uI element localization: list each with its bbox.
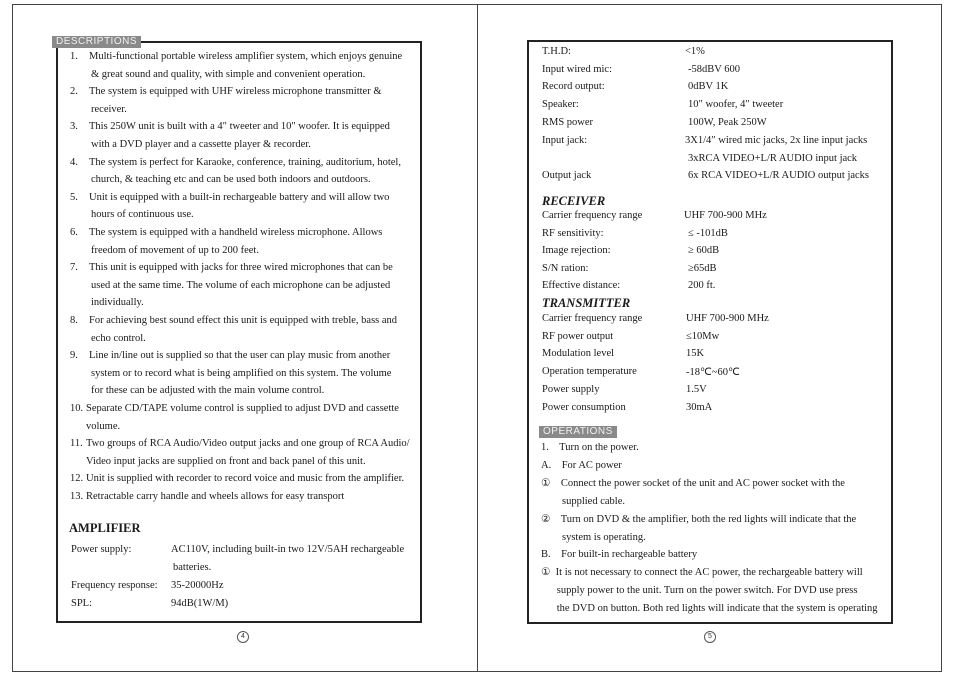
spec-label: Power supply:	[71, 544, 132, 555]
list-item-number: 11.	[70, 438, 83, 450]
list-item-number: 9.	[70, 350, 78, 362]
descriptions-tab: DESCRIPTIONS	[52, 36, 141, 48]
list-item-number: 1.	[70, 51, 78, 62]
list-item-line: & great sound and quality, with simple and convenient operation.	[91, 68, 366, 80]
spec-label: T.H.D:	[542, 46, 571, 57]
spec-value: batteries.	[173, 562, 212, 573]
spec-value: ≥65dB	[688, 262, 717, 274]
operations-tab: OPERATIONS	[539, 426, 617, 438]
spec-value: 0dBV 1K	[688, 81, 729, 93]
list-item-number: 10.	[70, 403, 84, 414]
operation-step-line: B. For built-in rechargeable battery	[541, 549, 698, 561]
spec-value: ≤ -101dB	[688, 227, 728, 239]
spec-label: SPL:	[71, 598, 93, 609]
list-item-number: 4.	[70, 156, 78, 168]
list-item-number: 2.	[70, 86, 78, 98]
operation-step-line: supply power to the unit. Turn on the power switch. For DVD use press	[541, 585, 858, 597]
page-number-right: 5	[704, 631, 716, 643]
spec-value: 30mA	[686, 401, 713, 413]
list-item-line: This unit is equipped with jacks for three wired microphones that can be	[89, 262, 393, 274]
operation-step-line: supplied cable.	[541, 495, 625, 507]
list-item-line: Multi-functional portable wireless amplifier system, which enjoys genuine	[89, 51, 403, 62]
list-item-line: with a DVD player and a cassette player & recorder.	[91, 139, 311, 150]
list-item-line: Unit is supplied with recorder to record voice and music from the amplifier.	[86, 473, 405, 485]
spec-value: 15K	[686, 348, 705, 360]
list-item-line: Video input jacks are supplied on front and back panel of this unit.	[86, 455, 366, 467]
list-item-line: The system is perfect for Karaoke, conference, training, auditorium, hotel,	[89, 156, 401, 168]
spec-value: ≤10Mw	[686, 330, 720, 342]
list-item-line: Unit is equipped with a built-in rechargeable battery and will allow two	[89, 191, 390, 203]
list-item-line: freedom of movement of up to 200 feet.	[91, 244, 259, 256]
spec-value: UHF 700-900 MHz	[684, 210, 767, 221]
spec-label: Frequency response:	[71, 580, 158, 591]
list-item-line: This 250W unit is built with a 4" tweeter and 10" woofer. It is equipped	[89, 121, 390, 133]
amplifier-heading: AMPLIFIER	[69, 521, 141, 535]
page-divider	[477, 4, 478, 672]
list-item-number: 5.	[70, 191, 78, 203]
list-item-line: individually.	[91, 297, 144, 309]
spec-label: Speaker:	[542, 99, 579, 111]
list-item-line: church, & teaching etc and can be used both indoors and outdoors.	[91, 174, 371, 186]
spec-label: Power supply	[542, 383, 600, 395]
list-item-line: Separate CD/TAPE volume control is supplied to adjust DVD and cassette	[86, 403, 399, 414]
list-item-line: for these can be adjusted with the main volume control.	[91, 385, 325, 397]
list-item-line: system or to record what is being amplified on this system. The volume	[91, 367, 392, 379]
spec-value: 3X1/4″ wired mic jacks, 2x line input jacks	[685, 134, 868, 146]
spec-label: Output jack	[542, 169, 592, 181]
operation-step-line: ① Connect the power socket of the unit and AC power socket with the	[541, 477, 845, 489]
spec-label: Power consumption	[542, 401, 626, 413]
spec-label: Operation temperature	[542, 366, 637, 378]
list-item-line: Two groups of RCA Audio/Video output jacks and one group of RCA Audio/	[86, 438, 410, 450]
receiver-heading: RECEIVER	[542, 194, 606, 208]
list-item-line: hours of continuous use.	[91, 209, 194, 221]
list-item-line: receiver.	[91, 103, 127, 115]
spec-label: S/N ration:	[542, 262, 589, 274]
page-number-left: 4	[237, 631, 249, 643]
spec-value: AC110V, including built-in two 12V/5AH rechargeable	[171, 544, 405, 555]
spec-label: Input wired mic:	[542, 63, 612, 75]
list-item-number: 3.	[70, 121, 78, 133]
list-item-line: used at the same time. The volume of each microphone can be adjusted	[91, 279, 391, 291]
list-item-line: The system is equipped with UHF wireless microphone transmitter &	[89, 86, 382, 98]
spec-value: -58dBV 600	[688, 63, 741, 75]
spec-label: RF sensitivity:	[542, 227, 604, 239]
spec-value: 35-20000Hz	[171, 580, 224, 591]
spec-label: Image rejection:	[542, 245, 611, 257]
list-item-number: 7.	[70, 262, 78, 274]
spec-label: Effective distance:	[542, 280, 621, 292]
list-item-line: echo control.	[91, 332, 146, 344]
spec-value: UHF 700-900 MHz	[686, 313, 769, 324]
spec-value: 6x RCA VIDEO+L/R AUDIO output jacks	[688, 169, 870, 181]
spec-value: ≥ 60dB	[688, 245, 720, 257]
operation-step-line: the DVD on button. Both red lights will indicate that the system is operating	[541, 603, 878, 615]
operation-step-line: system is operating.	[541, 531, 646, 543]
operation-step-line: 1. Turn on the power.	[541, 442, 639, 453]
spec-value: 1.5V	[686, 383, 707, 395]
operation-step-line: ① It is not necessary to connect the AC power, the rechargeable battery will	[541, 567, 863, 579]
spec-value: 200 ft.	[688, 280, 716, 292]
spec-label: Input jack:	[542, 134, 588, 146]
spec-value: 10″ woofer, 4″ tweeter	[688, 99, 784, 111]
list-item-number: 6.	[70, 227, 78, 238]
list-item-line: Retractable carry handle and wheels allows for easy transport	[86, 491, 345, 502]
spec-value: <1%	[685, 46, 705, 57]
list-item-line: For achieving best sound effect this unit is equipped with treble, bass and	[89, 315, 398, 326]
list-item-line: Line in/line out is supplied so that the user can play music from another	[89, 350, 391, 362]
spec-label: Modulation level	[542, 348, 615, 360]
spec-value: 3xRCA VIDEO+L/R AUDIO input jack	[688, 152, 858, 164]
operation-step-line: ② Turn on DVD & the amplifier, both the red lights will indicate that the	[541, 513, 857, 525]
list-item-line: The system is equipped with a handheld wireless microphone. Allows	[89, 227, 383, 238]
operation-step-line: A. For AC power	[541, 459, 622, 471]
spec-label: Carrier frequency range	[542, 210, 643, 221]
spec-label: Carrier frequency range	[542, 313, 643, 324]
spec-value: -18℃~60℃	[686, 367, 740, 379]
list-item-line: volume.	[86, 420, 121, 432]
list-item-number: 8.	[70, 315, 78, 326]
spec-label: Record output:	[542, 81, 605, 93]
list-item-number: 13.	[70, 491, 84, 502]
spec-value: 94dB(1W/M)	[171, 598, 229, 609]
list-item-number: 12.	[70, 473, 84, 485]
spec-label: RF power output	[542, 330, 614, 342]
transmitter-heading: TRANSMITTER	[542, 296, 631, 310]
spec-value: 100W, Peak 250W	[688, 116, 767, 128]
spec-label: RMS power	[542, 116, 594, 128]
